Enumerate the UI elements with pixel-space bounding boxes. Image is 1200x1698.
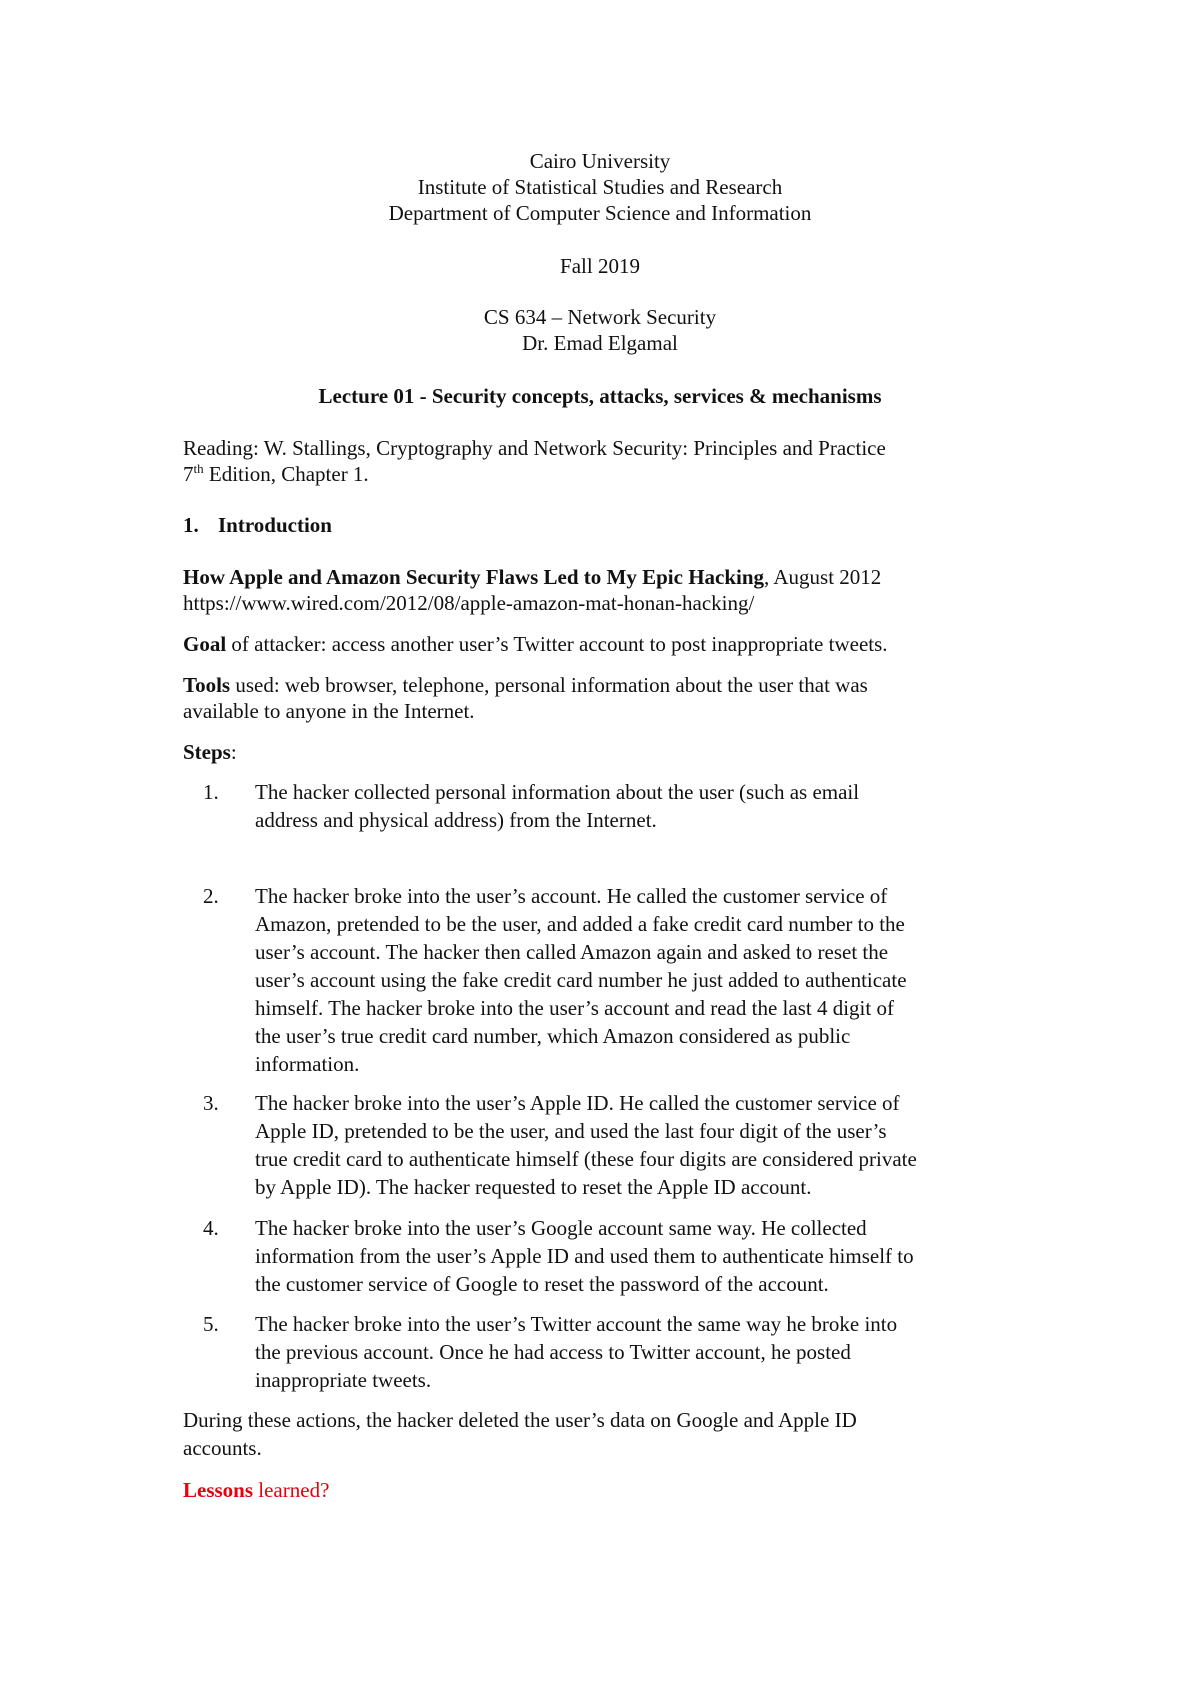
list-item-line: The hacker broke into the user’s Google account same way. He collected [255,1216,867,1240]
list-item [203,778,1053,834]
list-item-number: 4. [203,1216,219,1240]
department-name: Department of Computer Science and Information [388,201,812,225]
list-item-line: user’s account using the fake credit card number he just added to authenticate [255,968,907,992]
list-item-text [255,882,1053,1078]
closing-line-2: accounts. [183,1436,262,1460]
article-line [183,563,1053,591]
lessons-text: learned? [253,1478,330,1502]
tools-line-2: available to anyone in the Internet. [183,699,475,723]
steps-label: Steps [183,740,231,764]
instructor-name: Dr. Emad Elgamal [522,331,678,355]
section-title: Introduction [218,513,332,537]
article-url[interactable]: https://www.wired.com/2012/08/apple-amazon-mat-honan-hacking/ [183,591,755,615]
tools-label: Tools [183,673,231,697]
list-item-line: The hacker broke into the user’s account. He called the customer service of [255,884,888,908]
edition-number: 7 [183,462,194,486]
list-item-number: 2. [203,884,219,908]
list-item [203,1310,1053,1394]
list-item-line: Amazon, pretended to be the user, and added a fake credit card number to the [255,912,905,936]
goal-text: of attacker: access another user’s Twitter account to post inappropriate tweets. [226,632,888,656]
list-item-line: The hacker collected personal information about the user (such as email [255,780,860,804]
list-item [203,1089,1053,1201]
list-item-line: The hacker broke into the user’s Twitter account the same way he broke into [255,1312,898,1336]
university-name: Cairo University [529,149,671,173]
article-title: How Apple and Amazon Security Flaws Led to My Epic Hacking [183,565,765,589]
list-item-line: the customer service of Google to reset the password of the account. [255,1272,829,1296]
goal-paragraph [183,630,1053,658]
reading-line-2 [183,460,1053,488]
list-item-number: 1. [203,780,219,804]
tools-line-1 [183,671,1053,699]
steps-heading [183,738,1053,766]
section-number: 1. [183,513,199,537]
closing-line-1: During these actions, the hacker deleted the user’s data on Google and Apple ID [183,1408,857,1432]
list-item-text [255,1310,1053,1394]
list-item-line: the user’s true credit card number, which Amazon considered as public [255,1024,851,1048]
list-item-line: true credit card to authenticate himself (these four digits are considered private [255,1147,917,1171]
lessons-label: Lessons [183,1478,254,1502]
list-item-line: inappropriate tweets. [255,1368,432,1392]
edition-superscript: th [193,461,204,476]
lessons-question [183,1476,1053,1504]
list-item-line: himself. The hacker broke into the user’s account and read the last 4 digit of [255,996,894,1020]
tools-text: used: web browser, telephone, personal information about the user that was [230,673,868,697]
list-item [203,882,1053,1078]
institute-name: Institute of Statistical Studies and Research [417,175,783,199]
lecture-title: Lecture 01 - Security concepts, attacks, services & mechanisms [318,384,882,408]
article-date: , August 2012 [764,565,882,589]
list-item-line: user’s account. The hacker then called Amazon again and asked to reset the [255,940,889,964]
goal-label: Goal [183,632,227,656]
edition-text: Edition, Chapter 1. [203,462,369,486]
list-item-text [255,1089,1053,1201]
list-item-number: 3. [203,1091,219,1115]
steps-colon: : [230,740,237,764]
list-item [203,1214,1053,1298]
list-item-line: information from the user’s Apple ID and used them to authenticate himself to [255,1244,914,1268]
list-item-line: information. [255,1052,360,1076]
course-title: CS 634 – Network Security [483,305,717,329]
list-item-line: address and physical address) from the Internet. [255,808,657,832]
list-item-text [255,1214,1053,1298]
section-heading [183,511,1053,539]
list-item-line: Apple ID, pretended to be the user, and used the last four digit of the user’s [255,1119,887,1143]
list-item-line: the previous account. Once he had access to Twitter account, he posted [255,1340,851,1364]
list-item-line: The hacker broke into the user’s Apple ID. He called the customer service of [255,1091,900,1115]
list-item-line: by Apple ID). The hacker requested to reset the Apple ID account. [255,1175,812,1199]
term: Fall 2019 [560,254,640,278]
list-item-text [255,778,1053,834]
list-item-number: 5. [203,1312,219,1336]
reading-line-1: Reading: W. Stallings, Cryptography and Network Security: Principles and Practice [183,436,886,460]
